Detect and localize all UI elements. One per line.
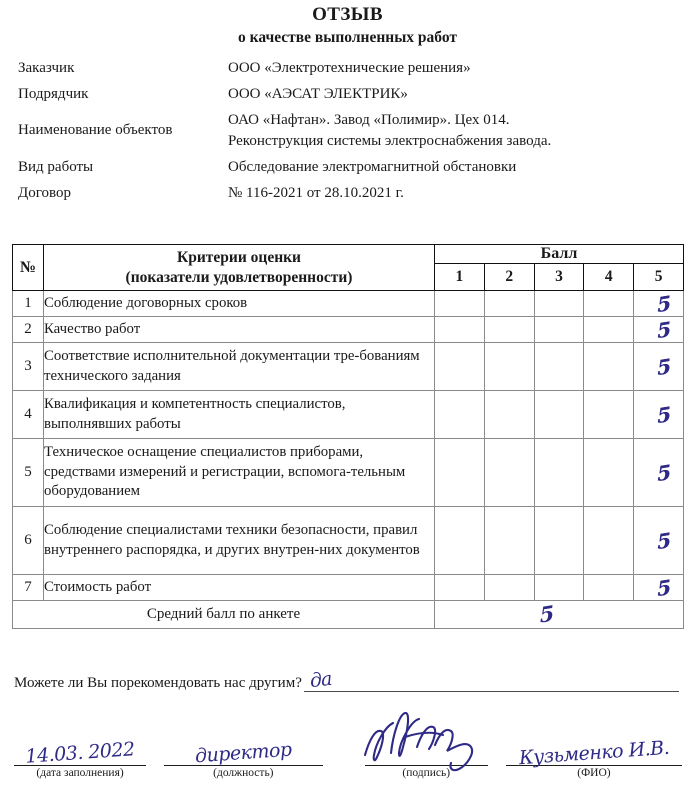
row-criteria: Стоимость работ [44,575,435,601]
score-cell-5[interactable] [634,291,684,317]
average-score-value-cell[interactable] [435,601,684,629]
info-row-contractor [18,84,678,105]
score-cell-2[interactable] [484,575,534,601]
info-row-customer [18,58,678,79]
header-score-2: 2 [484,264,534,291]
grading-table-wrapper [12,244,684,629]
score-cell-1[interactable] [435,439,485,507]
info-row-worktype [18,157,678,178]
score-cell-3[interactable] [534,391,584,439]
header-criteria [44,245,435,291]
signature-line-position [164,735,323,766]
handwritten-mark: 5 [656,574,672,601]
handwriting-date: 14.03. 2022 [24,738,136,768]
signature-field-name[interactable] [506,735,682,780]
score-cell-1[interactable] [435,317,485,343]
table-row [13,439,684,507]
score-cell-4[interactable] [584,439,634,507]
handwritten-mark: 5 [656,527,672,554]
table-row [13,317,684,343]
score-cell-1[interactable] [435,575,485,601]
score-cell-3[interactable] [534,575,584,601]
page-subtitle: о качестве выполненных работ [238,29,457,46]
score-cell-2[interactable] [484,507,534,575]
row-number: 5 [13,439,44,507]
score-cell-2[interactable] [484,439,534,507]
grading-table-head [13,245,684,291]
signature-block [14,735,682,780]
info-label-objects: Наименование объектов [18,122,173,138]
info-value-contract: № 116-2021 от 28.10.2021 г. [228,185,404,201]
row-criteria: Качество работ [44,317,435,343]
signature-field-signature[interactable] [365,735,488,780]
score-cell-5[interactable] [634,507,684,575]
score-cell-4[interactable] [584,575,634,601]
info-value-objects-line1: ОАО «Нафтан». Завод «Полимир». Цех 014. [228,112,510,128]
recommend-question-label: Можете ли Вы порекомендовать нас другим? [14,675,302,691]
table-row [13,575,684,601]
row-criteria: Квалификация и компетентность специалистов, выполнявших работы [44,391,435,439]
header-info-block [18,58,678,209]
score-cell-3[interactable] [534,439,584,507]
header-score-3: 3 [534,264,584,291]
info-value-objects-line2: Реконструкция системы электроснабжения завода. [228,133,552,149]
signature-caption-date: (дата заполнения) [36,767,124,779]
header-score-group: Балл [435,245,684,264]
score-cell-3[interactable] [534,343,584,391]
signature-line-name [506,735,682,770]
row-number: 4 [13,391,44,439]
score-cell-3[interactable] [534,317,584,343]
signature-line-date [14,735,146,766]
score-cell-5[interactable] [634,317,684,343]
signature-field-position[interactable] [164,735,323,780]
score-cell-1[interactable] [435,291,485,317]
score-cell-4[interactable] [584,317,634,343]
header-score-4: 4 [584,264,634,291]
row-number: 7 [13,575,44,601]
handwritten-average-mark: 5 [538,600,555,628]
row-number: 3 [13,343,44,391]
row-criteria: Соблюдение специалистами техники безопасности, правил внутреннего распорядка, и других внутрен-них документов [44,507,435,575]
signature-line-signature [365,735,488,766]
average-score-label: Средний балл по анкете [13,601,435,629]
table-row [13,391,684,439]
score-cell-2[interactable] [484,291,534,317]
info-value-objects [228,110,678,152]
info-row-contract [18,183,678,204]
row-criteria: Техническое оснащение специалистов приборами, средствами измерений и регистрации, вспомога-тельным оборудованием [44,439,435,507]
score-cell-5[interactable] [634,575,684,601]
table-row [13,507,684,575]
row-number: 1 [13,291,44,317]
grading-table-body [13,291,684,629]
score-cell-5[interactable] [634,391,684,439]
score-cell-4[interactable] [584,291,634,317]
score-cell-1[interactable] [435,391,485,439]
info-label-contractor: Подрядчик [18,86,89,102]
header-score-1: 1 [435,264,485,291]
signature-caption-position: (должность) [213,767,274,779]
handwritten-mark: 5 [656,316,672,343]
header-score-5: 5 [634,264,684,291]
score-cell-1[interactable] [435,507,485,575]
score-cell-4[interactable] [584,507,634,575]
handwritten-mark: 5 [656,459,672,486]
row-number: 6 [13,507,44,575]
info-value-worktype: Обследование электромагнитной обстановки [228,159,517,175]
info-label-contract: Договор [18,185,71,201]
row-number: 2 [13,317,44,343]
header-criteria-line1: Критерии оценки [177,248,301,266]
recommend-question-row [14,667,679,693]
score-cell-2[interactable] [484,343,534,391]
info-row-objects [18,110,678,152]
score-cell-5[interactable] [634,439,684,507]
score-cell-5[interactable] [634,343,684,391]
signature-caption-name: (ФИО) [577,767,611,779]
info-value-contractor: ООО «АЭСАТ ЭЛЕКТРИК» [228,86,408,102]
info-value-customer: ООО «Электротехнические решения» [228,60,471,76]
handwriting-name: Кузьменко И.В. [518,736,670,770]
signature-scribble-icon [359,701,509,773]
score-cell-2[interactable] [484,317,534,343]
info-label-worktype: Вид работы [18,159,94,175]
score-cell-3[interactable] [534,507,584,575]
signature-caption-signature: (подпись) [402,767,451,779]
handwritten-mark: 5 [656,290,672,317]
recommend-answer-handwriting: да [308,667,333,693]
score-cell-4[interactable] [584,343,634,391]
table-row [13,343,684,391]
header-number: № [13,245,44,291]
row-criteria: Соблюдение договорных сроков [44,291,435,317]
table-row [13,291,684,317]
recommend-answer-field[interactable] [304,667,679,693]
handwritten-mark: 5 [656,353,672,380]
score-cell-4[interactable] [584,391,634,439]
handwriting-position: директор [194,738,293,768]
page-title: ОТЗЫВ [312,4,383,25]
table-header-row-1 [13,245,684,264]
grading-table [12,244,684,629]
row-criteria: Соответствие исполнительной документации тре-бованиям технического задания [44,343,435,391]
handwritten-mark: 5 [656,401,672,428]
score-cell-2[interactable] [484,391,534,439]
average-score-row [13,601,684,629]
score-cell-1[interactable] [435,343,485,391]
header-criteria-line2: (показатели удовлетворенности) [125,268,353,286]
signature-field-date[interactable] [14,735,146,780]
info-label-customer: Заказчик [18,60,75,76]
score-cell-3[interactable] [534,291,584,317]
